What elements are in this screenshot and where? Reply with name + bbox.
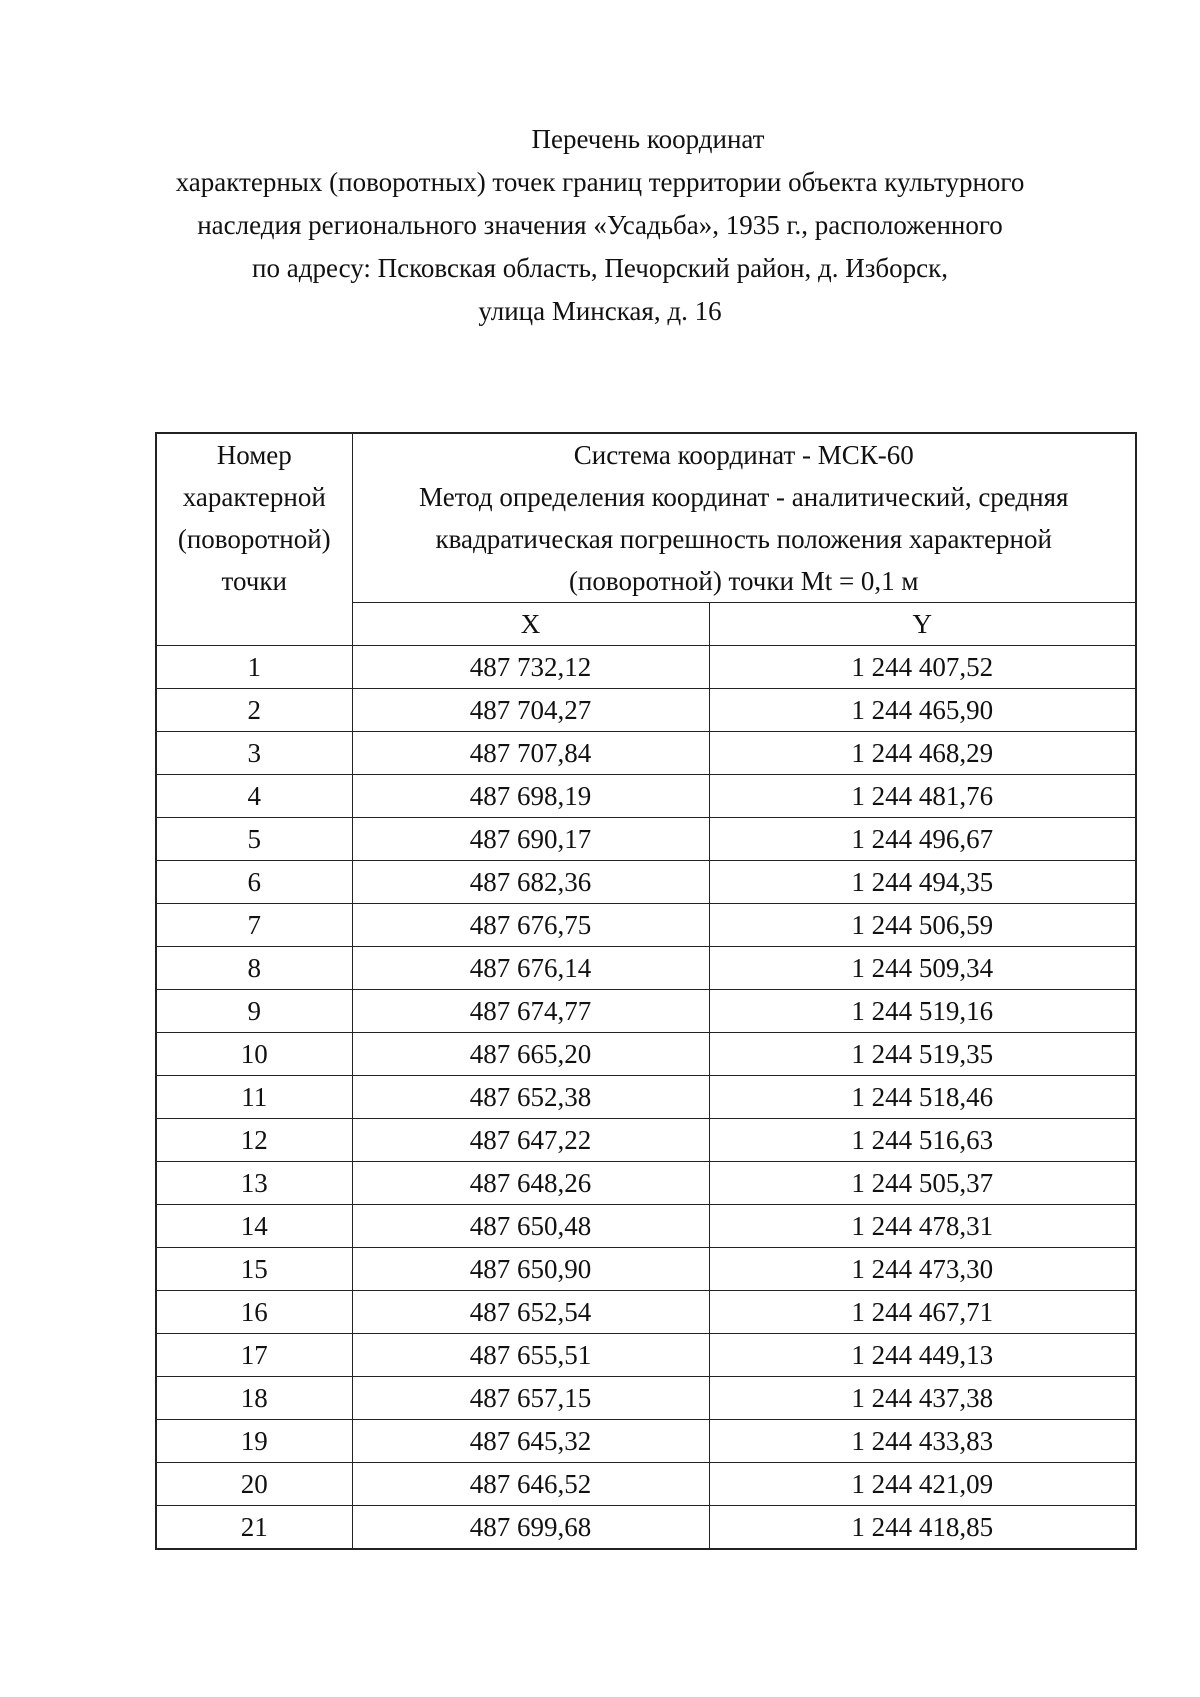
y-coordinate-cell: 1 244 473,30 (709, 1248, 1136, 1291)
document-title (0, 118, 1200, 333)
point-number-cell: 15 (156, 1248, 352, 1291)
table-body (156, 646, 1136, 1550)
table-row (156, 861, 1136, 904)
x-coordinate-cell: 487 650,90 (352, 1248, 709, 1291)
table-row (156, 818, 1136, 861)
y-coordinate-cell: 1 244 449,13 (709, 1334, 1136, 1377)
point-number-cell: 19 (156, 1420, 352, 1463)
point-number-cell: 11 (156, 1076, 352, 1119)
title-line-4: по адресу: Псковская область, Печорский район, д. Изборск, (252, 253, 948, 283)
table-row (156, 732, 1136, 775)
x-coordinate-cell: 487 646,52 (352, 1463, 709, 1506)
point-number-cell: 12 (156, 1119, 352, 1162)
table-row (156, 990, 1136, 1033)
x-coordinate-cell: 487 665,20 (352, 1033, 709, 1076)
point-number-cell: 21 (156, 1506, 352, 1550)
y-coordinate-cell: 1 244 465,90 (709, 689, 1136, 732)
table-row (156, 1119, 1136, 1162)
point-number-cell: 20 (156, 1463, 352, 1506)
y-coordinate-cell: 1 244 509,34 (709, 947, 1136, 990)
point-number-cell: 8 (156, 947, 352, 990)
x-coordinate-cell: 487 676,14 (352, 947, 709, 990)
x-coordinate-cell: 487 676,75 (352, 904, 709, 947)
point-number-cell: 13 (156, 1162, 352, 1205)
x-coordinate-cell: 487 674,77 (352, 990, 709, 1033)
x-coordinate-cell: 487 650,48 (352, 1205, 709, 1248)
table-row (156, 1506, 1136, 1550)
table-row (156, 689, 1136, 732)
point-number-cell: 9 (156, 990, 352, 1033)
point-header-line: точки (221, 566, 287, 596)
coordinate-system-header (352, 433, 1136, 603)
system-header-line: Метод определения координат - аналитический, средняя (419, 482, 1069, 512)
y-coordinate-cell: 1 244 518,46 (709, 1076, 1136, 1119)
point-number-header (156, 433, 352, 646)
table-row (156, 1377, 1136, 1420)
y-coordinate-cell: 1 244 421,09 (709, 1463, 1136, 1506)
table-row (156, 947, 1136, 990)
point-number-cell: 5 (156, 818, 352, 861)
y-coordinate-cell: 1 244 407,52 (709, 646, 1136, 689)
y-coordinate-cell: 1 244 418,85 (709, 1506, 1136, 1550)
table-row (156, 1033, 1136, 1076)
y-coordinate-cell: 1 244 478,31 (709, 1205, 1136, 1248)
x-coordinate-cell: 487 647,22 (352, 1119, 709, 1162)
system-header-line: (поворотной) точки Mt = 0,1 м (568, 566, 919, 596)
point-number-cell: 7 (156, 904, 352, 947)
y-coordinate-cell: 1 244 494,35 (709, 861, 1136, 904)
x-coordinate-cell: 487 652,54 (352, 1291, 709, 1334)
point-header-line: (поворотной) (177, 524, 331, 554)
x-column-header: X (352, 603, 709, 646)
system-header-line: квадратическая погрешность положения характерной (435, 524, 1052, 554)
point-number-cell: 17 (156, 1334, 352, 1377)
x-coordinate-cell: 487 655,51 (352, 1334, 709, 1377)
x-coordinate-cell: 487 648,26 (352, 1162, 709, 1205)
table-row (156, 1420, 1136, 1463)
table-row (156, 1463, 1136, 1506)
x-coordinate-cell: 487 707,84 (352, 732, 709, 775)
system-header-line: Система координат - МСК-60 (573, 440, 914, 470)
point-number-cell: 1 (156, 646, 352, 689)
x-coordinate-cell: 487 682,36 (352, 861, 709, 904)
y-coordinate-cell: 1 244 433,83 (709, 1420, 1136, 1463)
x-coordinate-cell: 487 652,38 (352, 1076, 709, 1119)
x-coordinate-cell: 487 645,32 (352, 1420, 709, 1463)
table-row (156, 775, 1136, 818)
point-header-line: характерной (182, 482, 326, 512)
table-row (156, 1291, 1136, 1334)
table-row (156, 1205, 1136, 1248)
table-row (156, 646, 1136, 689)
table-row (156, 1076, 1136, 1119)
title-line-2: характерных (поворотных) точек границ территории объекта культурного (175, 167, 1025, 197)
x-coordinate-cell: 487 690,17 (352, 818, 709, 861)
y-coordinate-cell: 1 244 467,71 (709, 1291, 1136, 1334)
x-coordinate-cell: 487 657,15 (352, 1377, 709, 1420)
point-header-line: Номер (216, 440, 292, 470)
point-number-cell: 2 (156, 689, 352, 732)
x-coordinate-cell: 487 699,68 (352, 1506, 709, 1550)
point-number-cell: 4 (156, 775, 352, 818)
title-line-3: наследия регионального значения «Усадьба», 1935 г., расположенного (197, 210, 1003, 240)
table-header (156, 433, 1136, 646)
table-row (156, 1334, 1136, 1377)
y-coordinate-cell: 1 244 506,59 (709, 904, 1136, 947)
point-number-cell: 10 (156, 1033, 352, 1076)
y-coordinate-cell: 1 244 468,29 (709, 732, 1136, 775)
point-number-cell: 16 (156, 1291, 352, 1334)
table-row (156, 1162, 1136, 1205)
y-coordinate-cell: 1 244 496,67 (709, 818, 1136, 861)
point-number-cell: 6 (156, 861, 352, 904)
y-coordinate-cell: 1 244 519,35 (709, 1033, 1136, 1076)
x-coordinate-cell: 487 704,27 (352, 689, 709, 732)
point-number-cell: 14 (156, 1205, 352, 1248)
coordinates-table (155, 432, 1137, 1550)
title-line-1: Перечень координат (531, 124, 765, 154)
x-coordinate-cell: 487 698,19 (352, 775, 709, 818)
y-coordinate-cell: 1 244 481,76 (709, 775, 1136, 818)
y-coordinate-cell: 1 244 516,63 (709, 1119, 1136, 1162)
x-coordinate-cell: 487 732,12 (352, 646, 709, 689)
y-coordinate-cell: 1 244 437,38 (709, 1377, 1136, 1420)
y-coordinate-cell: 1 244 519,16 (709, 990, 1136, 1033)
y-column-header: Y (709, 603, 1136, 646)
y-coordinate-cell: 1 244 505,37 (709, 1162, 1136, 1205)
point-number-cell: 3 (156, 732, 352, 775)
point-number-cell: 18 (156, 1377, 352, 1420)
table-row (156, 904, 1136, 947)
table-row (156, 1248, 1136, 1291)
title-line-5: улица Минская, д. 16 (478, 296, 722, 326)
